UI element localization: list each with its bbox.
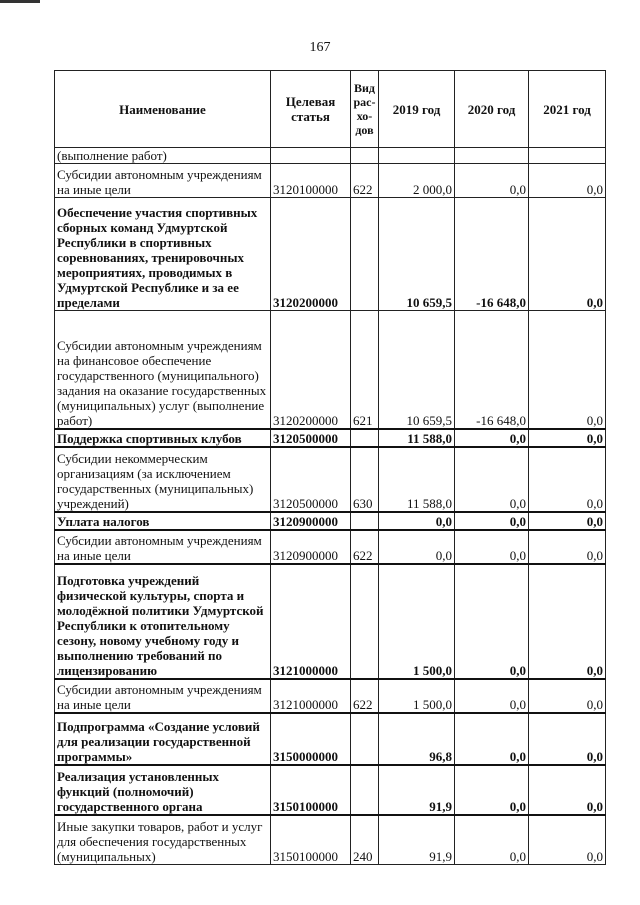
row-2021: 0,0 (529, 530, 606, 564)
row-name: Уплата налогов (55, 512, 271, 530)
row-code: 3150000000 (271, 713, 351, 765)
row-2019: 91,9 (379, 815, 455, 865)
table-row (55, 679, 606, 713)
row-2019: 0,0 (379, 512, 455, 530)
row-2019: 2 000,0 (379, 164, 455, 198)
table-row (55, 564, 606, 679)
row-code (271, 148, 351, 164)
row-name: Субсидии автономным учреждениям на иные цели (55, 164, 271, 198)
row-name: Субсидии автономным учреждениям на финансовое обеспечение государственного (муниципального) задания на оказание государственных (муниципальных) услуг (выполнение работ) (55, 311, 271, 429)
row-2019: 11 588,0 (379, 429, 455, 447)
scan-edge-mark (0, 0, 40, 3)
row-2019 (379, 148, 455, 164)
table-row (55, 815, 606, 865)
row-2021: 0,0 (529, 512, 606, 530)
row-2021: 0,0 (529, 429, 606, 447)
row-name: Подпрограмма «Создание условий для реализации государственной программы» (55, 713, 271, 765)
row-name: Субсидии некоммерческим организациям (за исключением государственных (муниципальных) учреждений) (55, 447, 271, 512)
table-row (55, 198, 606, 311)
row-expense-type: 621 (351, 311, 379, 429)
table-row (55, 164, 606, 198)
table-row (55, 765, 606, 815)
row-2021: 0,0 (529, 164, 606, 198)
row-2019: 1 500,0 (379, 679, 455, 713)
row-expense-type (351, 713, 379, 765)
row-code: 3120900000 (271, 530, 351, 564)
header-2020: 2020 год (455, 71, 529, 148)
budget-table (54, 70, 606, 865)
table-row (55, 148, 606, 164)
row-2021: 0,0 (529, 198, 606, 311)
row-code: 3121000000 (271, 679, 351, 713)
row-code: 3120200000 (271, 198, 351, 311)
row-expense-type: 630 (351, 447, 379, 512)
row-name: (выполнение работ) (55, 148, 271, 164)
row-expense-type (351, 198, 379, 311)
header-name: Наименование (55, 71, 271, 148)
row-2021: 0,0 (529, 447, 606, 512)
row-expense-type: 240 (351, 815, 379, 865)
row-code: 3150100000 (271, 815, 351, 865)
row-code: 3120200000 (271, 311, 351, 429)
row-expense-type: 622 (351, 164, 379, 198)
header-2019: 2019 год (379, 71, 455, 148)
row-code: 3150100000 (271, 765, 351, 815)
row-2021: 0,0 (529, 713, 606, 765)
row-2020: 0,0 (455, 765, 529, 815)
row-code: 3120100000 (271, 164, 351, 198)
table-row (55, 311, 606, 429)
table-row (55, 512, 606, 530)
row-name: Реализация установленных функций (полномочий) государственного органа (55, 765, 271, 815)
row-2020: 0,0 (455, 447, 529, 512)
table-row (55, 429, 606, 447)
row-2020: -16 648,0 (455, 198, 529, 311)
row-code: 3120500000 (271, 447, 351, 512)
row-2020: 0,0 (455, 679, 529, 713)
row-2021: 0,0 (529, 679, 606, 713)
row-2020: 0,0 (455, 164, 529, 198)
row-code: 3120900000 (271, 512, 351, 530)
row-2020: -16 648,0 (455, 311, 529, 429)
table-row (55, 447, 606, 512)
row-name: Обеспечение участия спортивных сборных команд Удмуртской Республики в спортивных соревнованиях, тренировочных мероприятиях, проводимых в Удмуртской Республике и за ее пределами (55, 198, 271, 311)
row-2020: 0,0 (455, 815, 529, 865)
row-2021 (529, 148, 606, 164)
table-row (55, 713, 606, 765)
row-2019: 10 659,5 (379, 198, 455, 311)
header-expense-type: Вид рас-хо-дов (351, 71, 379, 148)
row-name: Иные закупки товаров, работ и услуг для обеспечения государственных (муниципальных) (55, 815, 271, 865)
row-expense-type: 622 (351, 679, 379, 713)
row-2021: 0,0 (529, 765, 606, 815)
row-2019: 11 588,0 (379, 447, 455, 512)
row-name: Подготовка учреждений физической культуры, спорта и молодёжной политики Удмуртской Республики к отопительному сезону, новому учебному году и выполнению требований по лицензированию (55, 564, 271, 679)
row-2020: 0,0 (455, 429, 529, 447)
table-header-row (55, 71, 606, 148)
row-2019: 1 500,0 (379, 564, 455, 679)
row-2019: 0,0 (379, 530, 455, 564)
row-2020 (455, 148, 529, 164)
row-expense-type (351, 512, 379, 530)
row-2020: 0,0 (455, 713, 529, 765)
row-expense-type (351, 765, 379, 815)
row-code: 3120500000 (271, 429, 351, 447)
row-2020: 0,0 (455, 530, 529, 564)
row-2021: 0,0 (529, 815, 606, 865)
row-2020: 0,0 (455, 564, 529, 679)
row-name: Субсидии автономным учреждениям на иные цели (55, 530, 271, 564)
row-2021: 0,0 (529, 311, 606, 429)
row-expense-type (351, 429, 379, 447)
row-2019: 10 659,5 (379, 311, 455, 429)
header-code: Целевая статья (271, 71, 351, 148)
row-expense-type (351, 148, 379, 164)
row-2020: 0,0 (455, 512, 529, 530)
page-number: 167 (309, 40, 331, 55)
header-2021: 2021 год (529, 71, 606, 148)
row-name: Поддержка спортивных клубов (55, 429, 271, 447)
row-expense-type (351, 564, 379, 679)
row-2019: 91,9 (379, 765, 455, 815)
row-2019: 96,8 (379, 713, 455, 765)
row-code: 3121000000 (271, 564, 351, 679)
row-expense-type: 622 (351, 530, 379, 564)
row-2021: 0,0 (529, 564, 606, 679)
row-name: Субсидии автономным учреждениям на иные цели (55, 679, 271, 713)
table-row (55, 530, 606, 564)
